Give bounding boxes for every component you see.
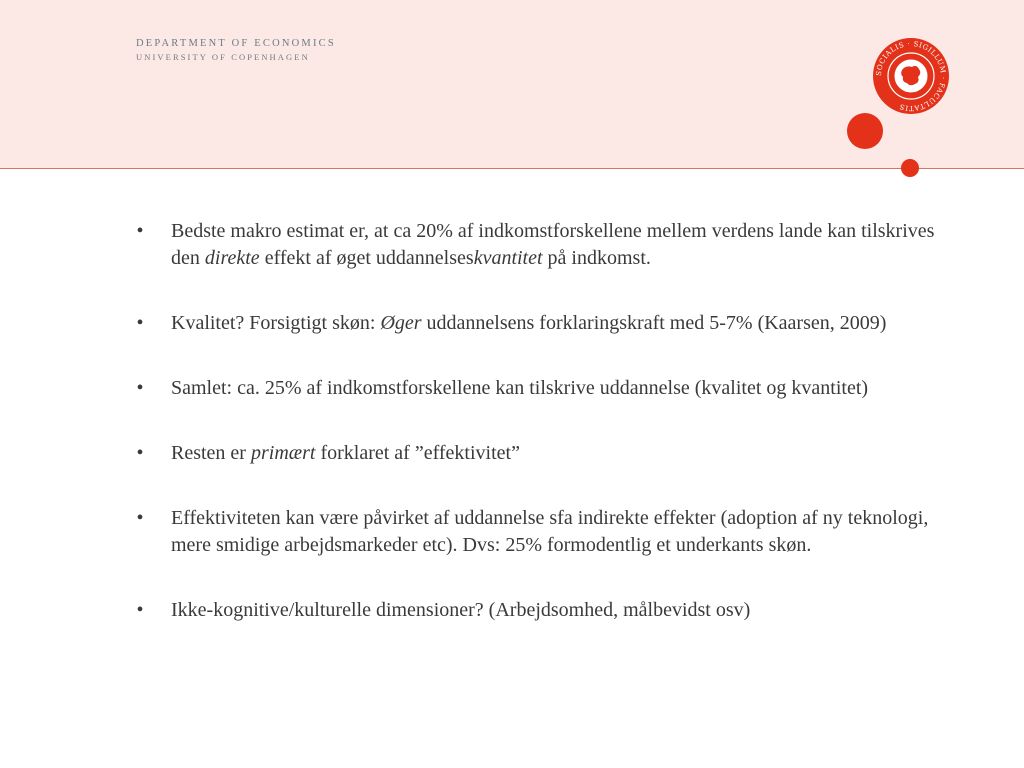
bullet-text: uddannelsens forklaringskraft med 5-7% (Kaarsen, 2009) (421, 312, 887, 334)
bullet-marker: • (136, 442, 144, 464)
bullet-marker: • (136, 220, 144, 242)
bullet-list (130, 218, 960, 662)
university-name: UNIVERSITY OF COPENHAGEN (136, 52, 310, 62)
bullet-text: Samlet: ca. 25% af indkomstforskellene kan tilskrive uddannelse (kvalitet og kvantitet) (171, 377, 869, 399)
bullet-text: effekt af øget uddannelses (259, 247, 474, 269)
department-name: DEPARTMENT OF ECONOMICS (136, 38, 336, 49)
bullet-marker: • (136, 312, 144, 334)
bullet-item (130, 597, 960, 624)
bullet-text: på indkomst. (542, 247, 651, 269)
bullet-text: forklaret af ”effektivitet” (315, 442, 520, 464)
bullet-item (130, 440, 960, 467)
bullet-emphasis: Øger (380, 312, 422, 334)
decorative-dot-small (901, 159, 919, 177)
bullet-emphasis: direkte (204, 247, 260, 269)
seal-text: SOCIALIS · SIGILLUM · FACULTATIS (874, 39, 948, 113)
bullet-emphasis: primært (250, 442, 316, 464)
bullet-item (130, 375, 960, 402)
bullet-marker: • (136, 377, 144, 399)
university-seal-icon (872, 37, 950, 115)
bullet-item (130, 505, 960, 559)
bullet-item (130, 218, 960, 272)
bullet-text: Bedste makro estimat er, at ca 20% af indkomstforskellene mellem verdens lande kan tilskrives den (171, 220, 935, 269)
bullet-marker: • (136, 507, 144, 529)
bullet-text: Ikke-kognitive/kulturelle dimensioner? (Arbejdsomhed, målbevidst osv) (171, 599, 751, 621)
bullet-text: Resten er (171, 442, 251, 464)
bullet-item (130, 310, 960, 337)
decorative-dot-large (847, 113, 883, 149)
bullet-text: Kvalitet? Forsigtigt skøn: (171, 312, 381, 334)
bullet-marker: • (136, 599, 144, 621)
bullet-emphasis: kvantitet (473, 247, 543, 269)
bullet-text: Effektiviteten kan være påvirket af uddannelse sfa indirekte effekter (adoption af ny teknologi, mere smidige arbejdsmarkeder etc). Dvs: 25% formodentlig et underkants skøn. (171, 507, 929, 556)
